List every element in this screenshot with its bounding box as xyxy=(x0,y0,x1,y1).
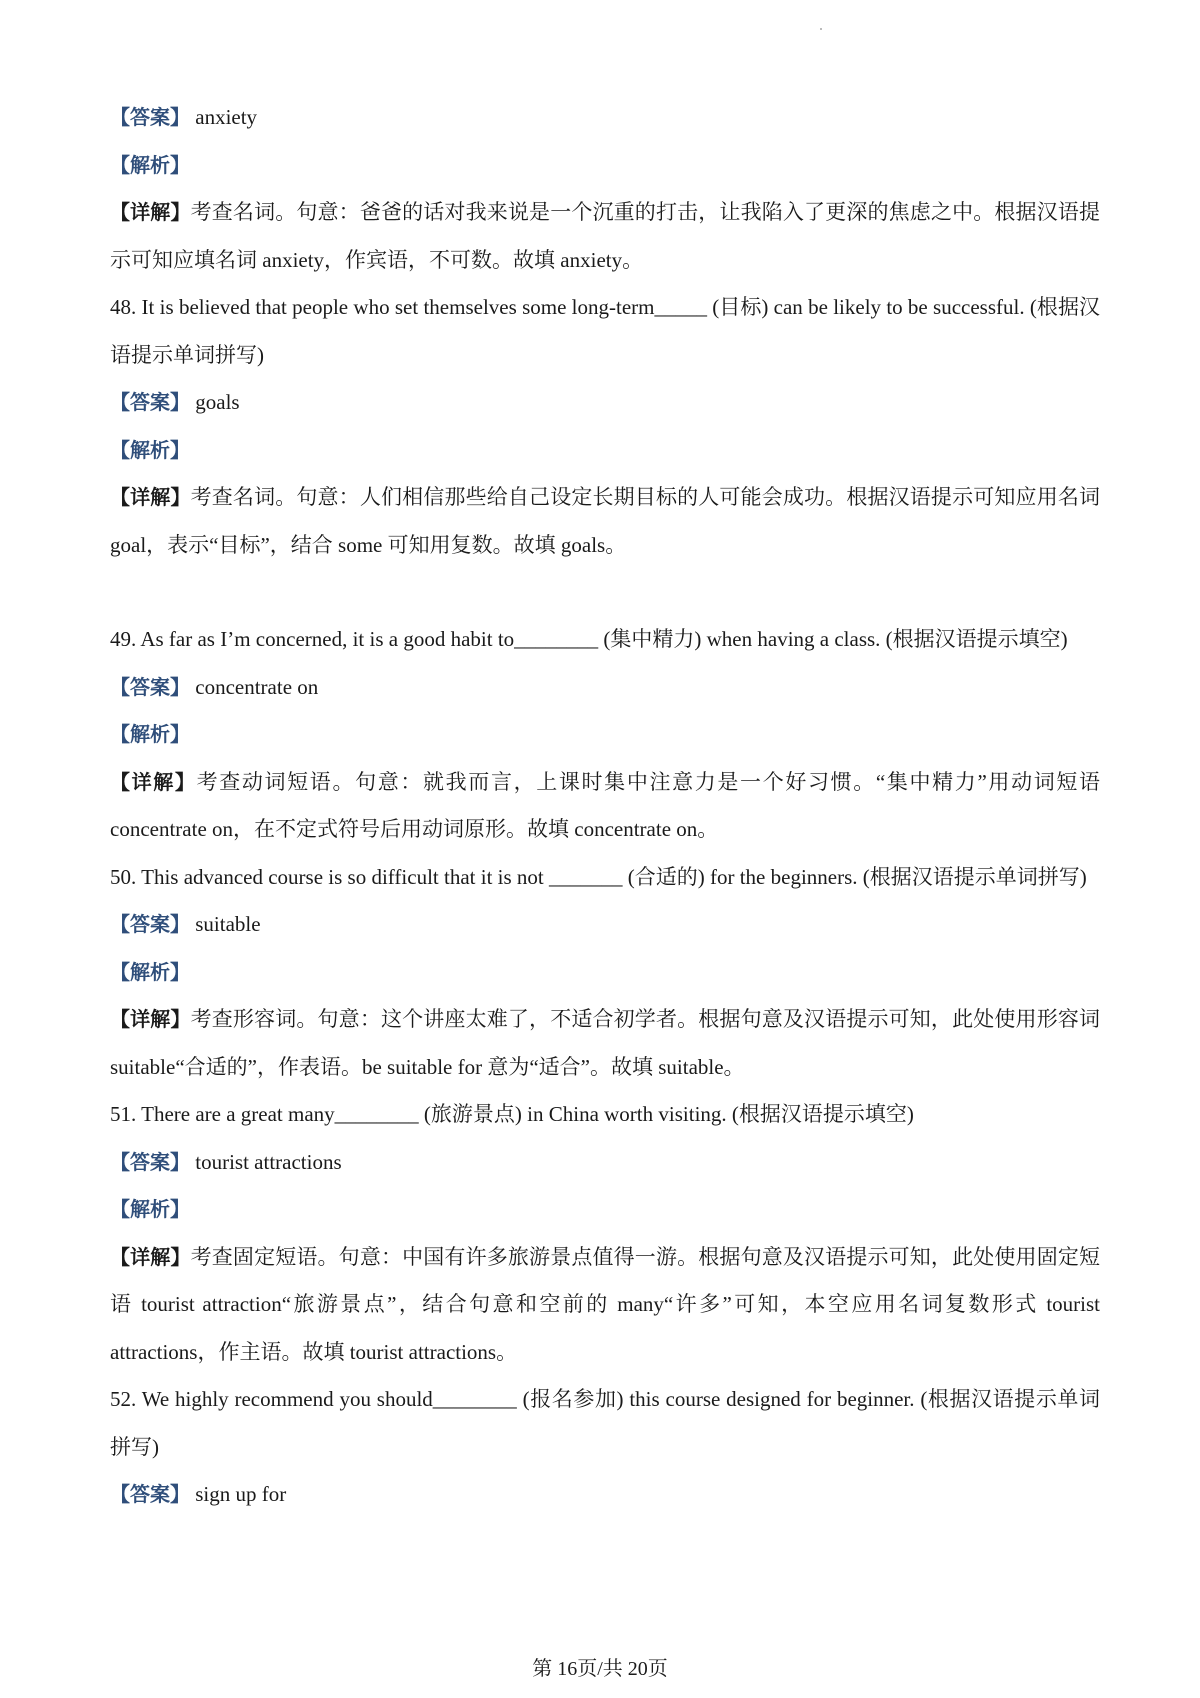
detail-paragraph-50 xyxy=(110,996,1100,1091)
answer-label: 【答案】 xyxy=(110,912,190,936)
answer-line-47 xyxy=(110,94,1100,142)
answer-label: 【答案】 xyxy=(110,1482,190,1506)
detail-label: 【详解】 xyxy=(110,769,197,794)
analysis-line-47 xyxy=(110,142,1100,190)
question-51: 51. There are a great many________ (旅游景点) in China worth visiting. (根据汉语提示填空) xyxy=(110,1102,914,1126)
answer-label: 【答案】 xyxy=(110,390,190,414)
detail-text-49: 考查动词短语。句意：就我而言，上课时集中注意力是一个好习惯。“集中精力”用动词短语 concentrate on，在不定式符号后用动词原形。故填 concentrate on。 xyxy=(110,769,1100,841)
question-50: 50. This advanced course is so difficult that it is not _______ (合适的) for the beginners. (根据汉语提示单词拼写) xyxy=(110,864,1087,889)
analysis-line-50 xyxy=(110,949,1100,997)
analysis-label: 【解析】 xyxy=(110,722,190,746)
answer-text-49: concentrate on xyxy=(195,674,319,699)
question-52: 52. We highly recommend you should________ (报名参加) this course designed for beginner. (根据汉语提示单词拼写) xyxy=(110,1387,1100,1459)
scan-speck xyxy=(820,28,822,30)
answer-line-48 xyxy=(110,379,1100,427)
detail-text-50: 考查形容词。句意：这个讲座太难了，不适合初学者。根据句意及汉语提示可知，此处使用形容词 suitable“合适的”，作表语。be suitable for 意为“适合”。故填 suitable。 xyxy=(110,1007,1100,1079)
answer-text-47: anxiety xyxy=(195,105,258,129)
answer-text-51: tourist attractions xyxy=(195,1149,342,1174)
page-content xyxy=(110,94,1100,1519)
analysis-label: 【解析】 xyxy=(110,437,190,462)
answer-text-50: suitable xyxy=(195,912,261,936)
detail-label: 【详解】 xyxy=(110,200,191,224)
detail-text-48: 考查名词。句意：人们相信那些给自己设定长期目标的人可能会成功。根据汉语提示可知应用名词 goal，表示“目标”，结合 some 可知用复数。故填 goals。 xyxy=(110,485,1100,557)
analysis-label: 【解析】 xyxy=(110,959,190,984)
detail-paragraph-47 xyxy=(110,189,1100,284)
detail-paragraph-49 xyxy=(110,759,1100,854)
analysis-line-51 xyxy=(110,1186,1100,1234)
answer-text-48: goals xyxy=(195,390,240,414)
answer-line-51 xyxy=(110,1139,1100,1187)
answer-text-52: sign up for xyxy=(195,1482,287,1506)
analysis-line-48 xyxy=(110,427,1100,475)
detail-paragraph-48 xyxy=(110,474,1100,569)
answer-line-50 xyxy=(110,901,1100,949)
analysis-label: 【解析】 xyxy=(110,1197,190,1221)
question-49: 49. As far as I’m concerned, it is a good habit to________ (集中精力) when having a class. (根据汉语提示填空) xyxy=(110,627,1068,651)
answer-line-52 xyxy=(110,1471,1100,1519)
answer-label: 【答案】 xyxy=(110,105,190,129)
spacer xyxy=(110,569,1100,616)
answer-label: 【答案】 xyxy=(110,1149,190,1174)
analysis-line-49 xyxy=(110,711,1100,759)
detail-label: 【详解】 xyxy=(110,485,191,509)
detail-label: 【详解】 xyxy=(110,1007,191,1031)
answer-line-49 xyxy=(110,664,1100,712)
detail-text-47: 考查名词。句意：爸爸的话对我来说是一个沉重的打击，让我陷入了更深的焦虑之中。根据汉语提示可知应填名词 anxiety，作宾语，不可数。故填 anxiety。 xyxy=(110,200,1100,272)
detail-label: 【详解】 xyxy=(110,1244,191,1269)
detail-paragraph-51 xyxy=(110,1234,1100,1377)
detail-text-51: 考查固定短语。句意：中国有许多旅游景点值得一游。根据句意及汉语提示可知，此处使用固定短语 tourist attraction“旅游景点”，结合句意和空前的 many“许多”可知，本空应用名词复数形式 tourist attractions，作主语。故填 tourist attractions。 xyxy=(110,1244,1100,1364)
page-number-footer: 第 16页/共 20页 xyxy=(532,1658,668,1680)
analysis-label: 【解析】 xyxy=(110,152,190,177)
answer-label: 【答案】 xyxy=(110,674,190,699)
question-48: 48. It is believed that people who set themselves some long-term_____ (目标) can be likely to be successful. (根据汉语提示单词拼写) xyxy=(110,295,1100,367)
